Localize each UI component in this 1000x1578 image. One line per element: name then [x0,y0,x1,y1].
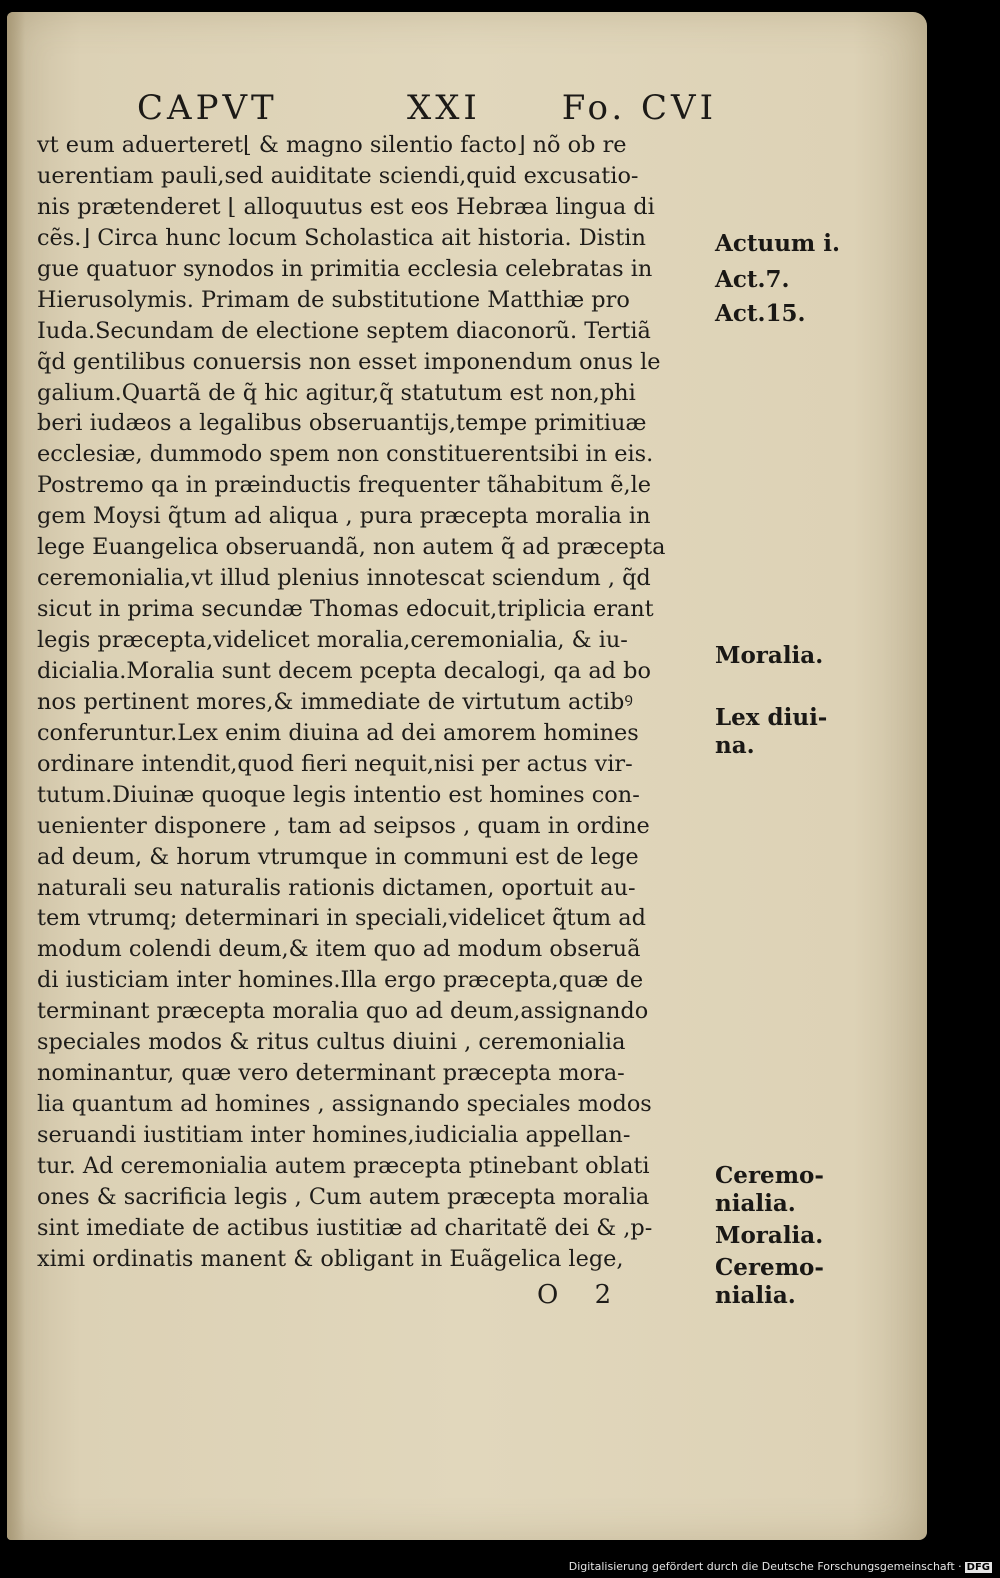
text-line: lege Euangelica obseruandã, non autem q̃ ad præcepta [37,534,666,561]
margin-note-line: nialia. [715,1190,796,1217]
dfg-logo-badge: DFG [966,1562,990,1573]
margin-note [715,230,840,258]
text-line: ceremonialia,vt illud plenius innotescat sciendum , q̃d [37,565,651,592]
text-line: nos pertinent mores,& immediate de virtutum actibꝰ [37,688,633,715]
text-line: tur. Ad ceremonialia autem præcepta ptinebant oblati [37,1152,650,1179]
margin-note [715,1254,824,1310]
text-line: ecclesiæ, dummodo spem non constituerentsibi in eis. [37,441,654,468]
margin-note [715,642,823,670]
main-text-block [37,130,717,1275]
margin-note-line: Act.7. [715,266,790,293]
text-line: di iusticiam inter homines.Illa ergo præcepta,quæ de [37,967,644,994]
text-line: Hierusolymis. Primam de substitutione Matthiæ pro [37,286,630,313]
text-line: Postremo qa in præinductis frequenter tãhabitum ẽ,le [37,472,652,499]
margin-note-line: na. [715,732,755,759]
text-line: dicialia.Moralia sunt decem pcepta decalogi, qa ad bo [37,657,651,684]
margin-note-line: Moralia. [715,1222,824,1249]
book-page [7,12,927,1540]
text-line: legis præcepta,videlicet moralia,ceremonialia, & iu- [37,627,628,653]
text-line: gue quatuor synodos in primitia ecclesia celebratas in [37,255,653,282]
margin-note-line: nialia. [715,1282,796,1309]
text-line: naturali seu naturalis rationis dictamen, oportuit au- [37,874,636,901]
text-line: q̃d gentilibus conuersis non esset imponendum onus le [37,348,661,375]
text-line: beri iudæos a legalibus obseruantijs,tempe primitiuæ [37,410,647,437]
text-line: sicut in prima secundæ Thomas edocuit,triplicia erant [37,596,654,623]
header-chapter: CAPVT [137,88,278,128]
margin-note [715,1222,823,1250]
catchword-signature: O 2 [537,1280,626,1310]
header-folio: Fo. CVI [561,88,717,128]
text-line: tutum.Diuinæ quoque legis intentio est homines con- [37,781,640,808]
text-line: ordinare intendit,quod fieri nequit,nisi per actus vir- [37,750,633,777]
text-line: ones & sacrificia legis , Cum autem præcepta moralia [37,1183,650,1210]
text-line: conferuntur.Lex enim diuina ad dei amorem homines [37,719,639,746]
margin-note-line: Act.15. [715,300,806,327]
text-line: seruandi iustitiam inter homines,iudicialia appellan- [37,1122,631,1148]
margin-note [715,266,790,294]
margin-note-line: Moralia. [715,642,824,669]
margin-note [715,704,827,760]
header-chapter-number: XXI [407,88,481,128]
text-line: galium.Quartã de q̃ hic agitur,q̃ statutum est non,phi [37,379,636,406]
margin-note-line: Actuum i. [715,230,841,257]
text-line: tem vtrumq; determinari in speciali,videlicet q̃tum ad [37,905,646,932]
text-line: cẽs.⌋ Circa hunc locum Scholastica ait historia. Distin [37,224,646,251]
text-line: nominantur, quæ vero determinant præcepta mora- [37,1060,625,1087]
margin-note-line: Ceremo- [715,1254,824,1281]
text-line: modum colendi deum,& item quo ad modum obseruã [37,936,641,963]
text-line: gem Moysi q̃tum ad aliqua , pura præcepta moralia in [37,503,651,530]
text-line: terminant præcepta moralia quo ad deum,assignando [37,998,649,1025]
text-line: lia quantum ad homines , assignando speciales modos [37,1091,652,1118]
digitization-credit [569,1560,992,1573]
margin-note-line: Ceremo- [715,1162,824,1189]
margin-note [715,300,806,328]
text-line: uenienter disponere , tam ad seipsos , quam in ordine [37,812,650,839]
text-line: speciales modos & ritus cultus diuini , ceremonialia [37,1029,626,1056]
text-line: vt eum aduerteret⌊ & magno silentio facto⌋ nõ ob re [37,132,627,158]
text-line: uerentiam pauli,sed auiditate sciendi,quid excusatio- [37,162,639,189]
text-line: ad deum, & horum vtrumque in communi est de lege [37,843,639,870]
text-line: sint imediate de actibus iustitiæ ad charitatẽ dei & ,p- [37,1214,653,1241]
margin-note-line: Lex diui- [715,704,828,731]
page-gutter [7,12,25,1540]
text-line: Iuda.Secundam de electione septem diaconorũ. Tertiã [37,317,651,344]
text-line: nis prætenderet ⌊ alloquutus est eos Hebræa lingua di [37,193,655,220]
credit-text: Digitalisierung gefördert durch die Deutsche Forschungsgemeinschaft · [568,1560,962,1573]
margin-note [715,1162,824,1218]
text-line: ximi ordinatis manent & obligant in Euãgelica lege, [37,1245,624,1272]
running-header [127,88,717,136]
